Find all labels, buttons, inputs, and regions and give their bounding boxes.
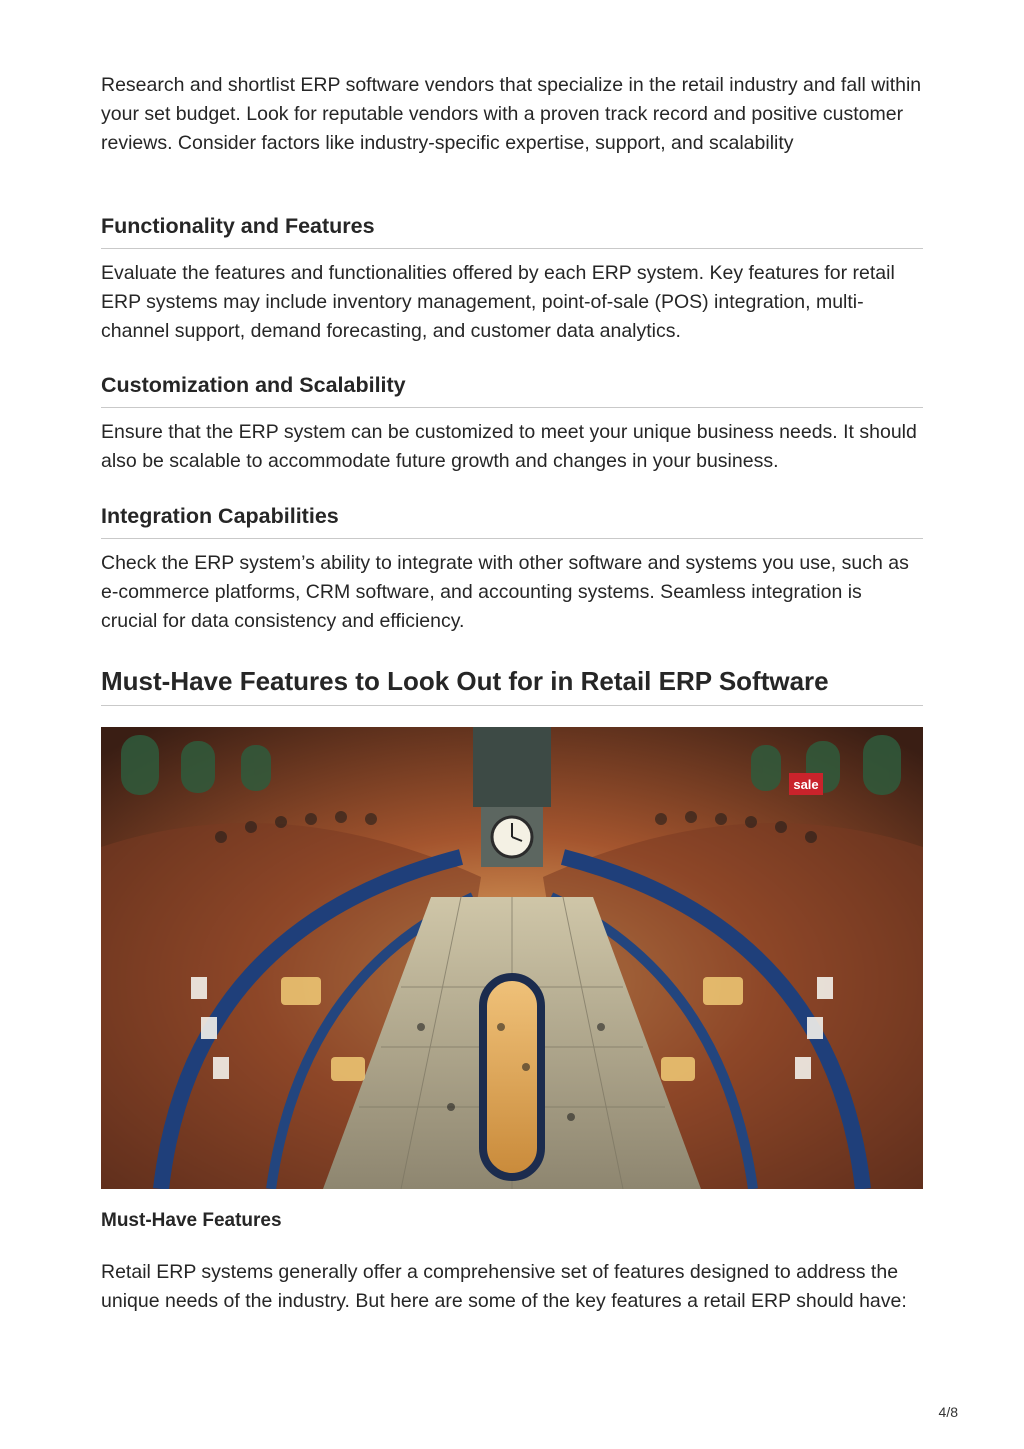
main-heading-block — [101, 664, 923, 706]
shopping-arcade-image — [101, 727, 923, 1189]
closing-paragraph: Retail ERP systems generally offer a comprehensive set of features designed to address the unique needs of the industry. But here are some of the key features a retail ERP should have: — [101, 1261, 907, 1312]
section-body-customization: Ensure that the ERP system can be customized to meet your unique business needs. It should also be scalable to accommodate future growth and changes in your business. — [101, 421, 917, 472]
section-heading-customization — [101, 371, 923, 408]
image-caption: Must-Have Features — [101, 1210, 282, 1231]
section-body-functionality: Evaluate the features and functionalities offered by each ERP system. Key features for retail ERP systems may include inventory management, point-of-sale (POS) integration, multi-channel support, demand forecasting, and customer data analytics. — [101, 262, 895, 342]
section-body-integration: Check the ERP system’s ability to integrate with other software and systems you use, such as e-commerce platforms, CRM software, and accounting systems. Seamless integration is crucial for data consistency and efficiency. — [101, 552, 909, 632]
page-number: 4/8 — [938, 1404, 958, 1420]
section-heading-functionality — [101, 212, 923, 249]
section-title: Customization and Scalability — [101, 373, 406, 397]
section-heading-integration — [101, 502, 923, 539]
section-title: Integration Capabilities — [101, 504, 339, 528]
intro-paragraph: Research and shortlist ERP software vendors that specialize in the retail industry and fall within your set budget. Look for reputable vendors with a proven track record and positive customer reviews. Consider factors like industry-specific expertise, support, and scalability — [101, 74, 922, 154]
sale-sign-text: sale — [793, 777, 819, 792]
section-title: Functionality and Features — [101, 214, 375, 238]
main-heading: Must-Have Features to Look Out for in Retail ERP Software — [101, 666, 829, 696]
